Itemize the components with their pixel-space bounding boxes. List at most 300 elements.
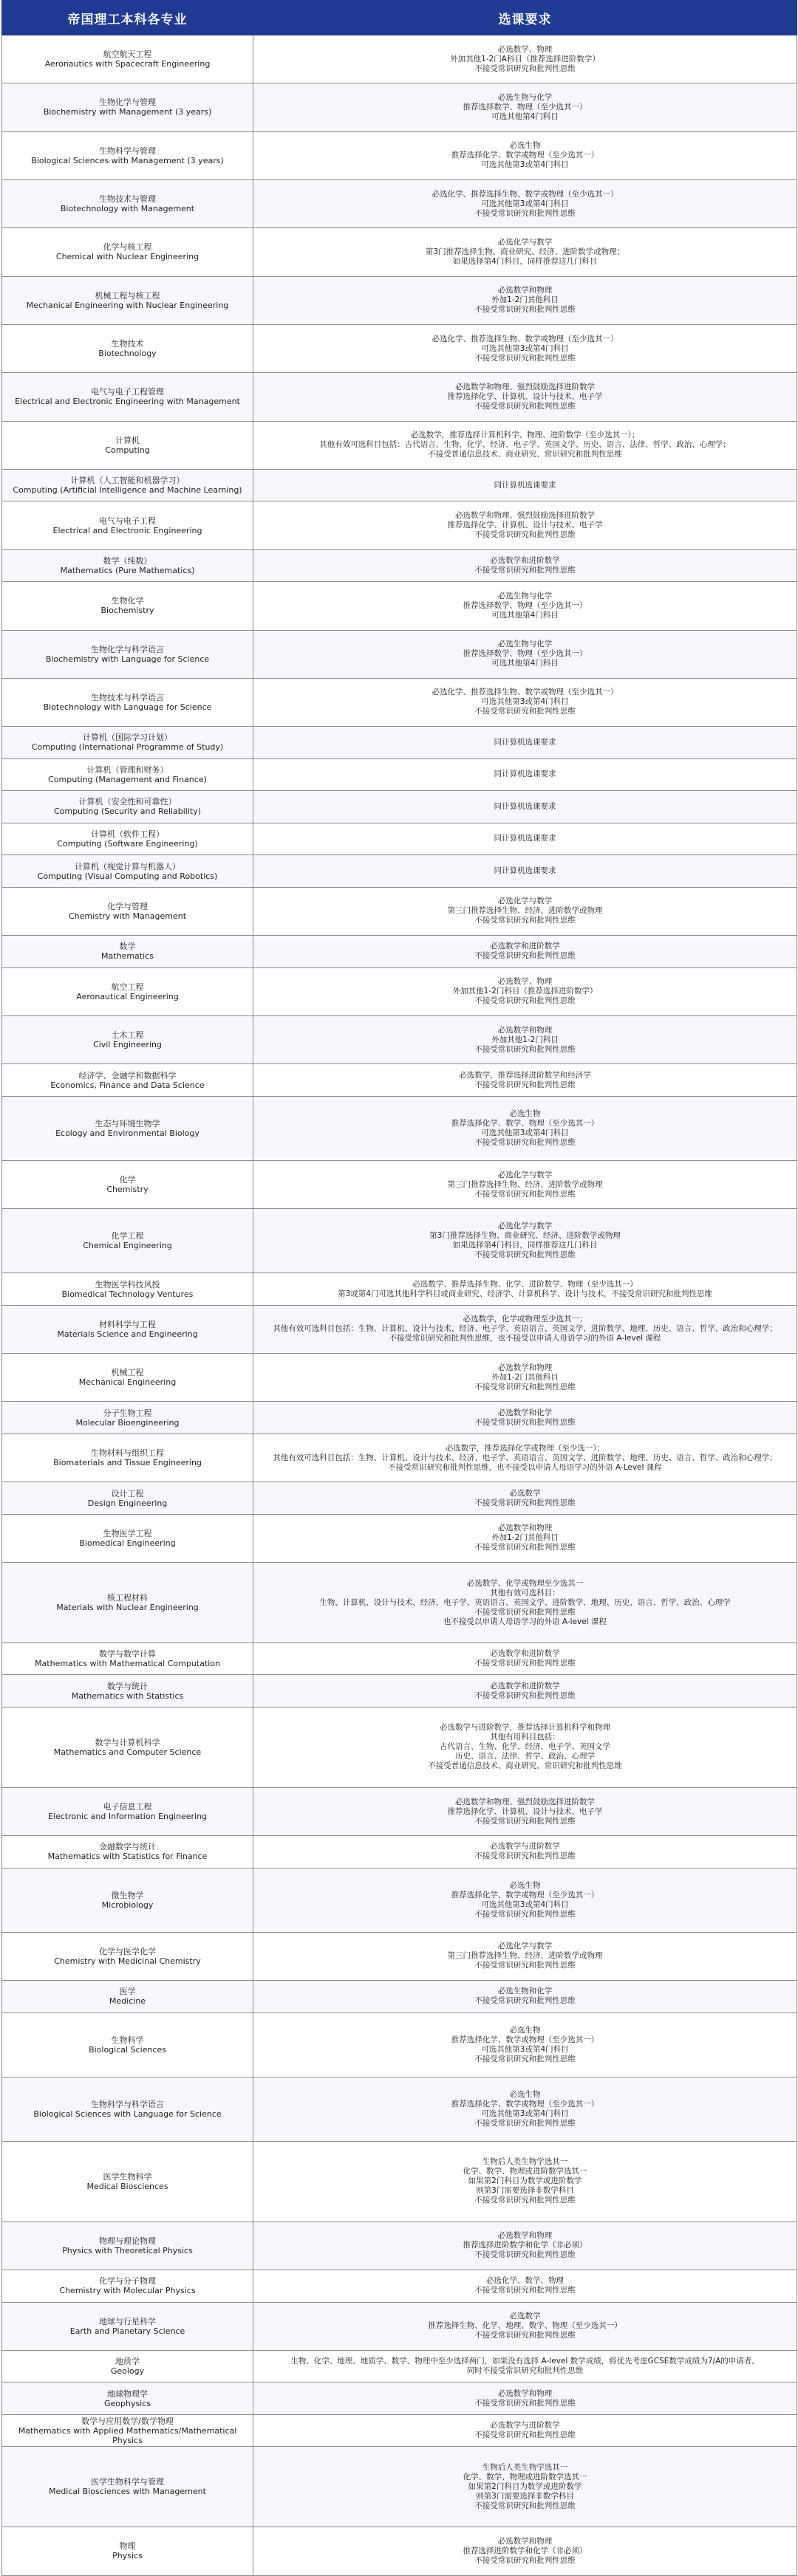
requirement-line: 必选数学和物理、强烈鼓励选择进阶数学 xyxy=(455,382,595,391)
requirement-line: 不接受普通信息技术、商业研究、常识研究和批判性思维 xyxy=(428,450,622,459)
requirement-line: 必选生物 xyxy=(509,2089,541,2099)
table-row xyxy=(2,1482,797,1515)
requirement-line: 不接受常识研究和批判性思维 xyxy=(474,1961,576,1970)
major-name-cn: 分子生物工程 xyxy=(103,1408,152,1418)
requirement-line: 必选生物 xyxy=(509,1109,541,1118)
major-cell xyxy=(2,1981,253,2013)
major-name-cn: 地质学 xyxy=(115,2357,140,2367)
requirement-line: 必选数学与进阶数学，推荐选择计算机科学和物理 xyxy=(440,1723,610,1733)
major-cell xyxy=(2,1064,253,1097)
requirement-cell xyxy=(253,276,797,324)
major-cell xyxy=(2,1787,253,1835)
requirement-line: 不接受常识研究和批判性思维 xyxy=(474,2196,576,2205)
major-name-cn: 电气与电子工程管理 xyxy=(91,387,164,397)
table-body xyxy=(2,35,797,2576)
major-name-en: Mathematics (Pure Mathematics) xyxy=(60,565,195,575)
major-name-en: Chemistry xyxy=(106,1185,149,1195)
requirement-line: 则第3门需要选择非数学科目 xyxy=(476,2491,574,2501)
requirement-line: 不接受常识研究和批判性思维 xyxy=(474,2555,576,2565)
major-name-cn: 生物技术与科学语言 xyxy=(91,692,164,702)
requirement-line: 必选生物和化学 xyxy=(497,1987,553,1996)
header-requirements: 选课要求 xyxy=(253,1,797,35)
requirement-line: 推荐选择进阶数学和化学（非必须） xyxy=(463,2241,587,2250)
requirement-line: 不接受常识研究和批判性思维 xyxy=(474,353,576,363)
major-cell xyxy=(2,1273,253,1306)
major-name-cn: 地球物理学 xyxy=(107,2388,148,2399)
header-row xyxy=(2,1,797,35)
table-row xyxy=(2,1981,797,2013)
requirement-line: 必选数学，推荐选择进阶数学和经济学 xyxy=(459,1070,591,1080)
requirement-line: 必选化学、推荐选择生物、数学或物理（至少选其一） xyxy=(432,688,618,697)
major-name-cn: 数学 xyxy=(119,942,136,952)
major-name-en: Earth and Planetary Science xyxy=(69,2326,185,2336)
major-name-cn: 电子信息工程 xyxy=(103,1802,152,1812)
major-name-en: Biological Sciences xyxy=(89,2044,166,2055)
major-name-en: Biotechnology xyxy=(98,349,157,359)
major-name-cn: 核工程材料 xyxy=(107,1593,148,1603)
major-cell xyxy=(2,83,253,131)
requirement-line: 同计算机选课要求 xyxy=(494,801,556,811)
major-cell xyxy=(2,2447,253,2527)
requirement-cell xyxy=(253,2383,797,2415)
table-row xyxy=(2,501,797,549)
requirement-line: 同计算机选课要求 xyxy=(494,770,556,779)
requirement-cell xyxy=(253,35,797,83)
requirement-line: 不接受常识研究和批判性思维 xyxy=(474,1137,576,1147)
major-name-en: Medical Biosciences xyxy=(86,2181,168,2191)
requirement-cell xyxy=(253,758,797,791)
major-name-en: Computing (Visual Computing and Robotics) xyxy=(37,871,218,881)
major-cell xyxy=(2,727,253,759)
requirement-line: 必选数学和物理 xyxy=(497,2388,553,2398)
table-row xyxy=(2,2527,797,2575)
requirement-line: 推荐选择化学、数学或物理（至少选其一） xyxy=(451,151,599,160)
requirement-line: 推荐选择化学、计算机、设计与技术、电子学 xyxy=(447,521,603,530)
major-cell xyxy=(2,131,253,179)
table-row xyxy=(2,2302,797,2350)
major-name-cn: 计算机（人工智能和机器学习） xyxy=(70,476,185,486)
requirement-line: 第3门推荐选择生物、商业研究、经济、进阶数学或物理； xyxy=(425,247,625,256)
requirement-line: 必选生物与化学 xyxy=(497,640,553,649)
major-name-cn: 化学与核工程 xyxy=(103,242,152,253)
requirement-cell xyxy=(253,1836,797,1868)
table-row xyxy=(2,1563,797,1643)
requirement-line: 外加1-2门其他科目 xyxy=(491,1372,559,1382)
requirement-line: 必选数学和物理 xyxy=(497,1363,553,1372)
requirement-line: 古代语言、生物、化学、经济、电子学、英国文学 xyxy=(440,1742,610,1752)
requirement-line: 推荐选择化学、计算机、设计与技术、电子学 xyxy=(447,391,603,401)
requirement-line: 其他有效可选科目包括：生物、计算机、设计与技术、经济、电子学、英语语言、英国文学、进阶数学、地理、历史、语言、哲学、政治和心理学； xyxy=(273,1453,777,1462)
requirement-line: 不接受常识研究和批判性思维 xyxy=(474,1607,576,1617)
major-name-en: Computing xyxy=(105,445,150,455)
major-name-en: Biological Sciences with Management (3 years) xyxy=(31,155,224,165)
table-row xyxy=(2,2222,797,2270)
table-row xyxy=(2,823,797,855)
requirement-line: 必选数学和化学 xyxy=(497,1408,553,1417)
requirement-cell xyxy=(253,83,797,131)
requirement-line: 可选其他第3或第4门科目 xyxy=(481,160,569,170)
requirement-line: 必选化学与数学 xyxy=(497,1222,553,1231)
major-cell xyxy=(2,2012,253,2077)
table-row xyxy=(2,131,797,179)
requirement-line: 必选化学、推荐选择生物、数学或物理（至少选其一） xyxy=(432,334,618,343)
requirement-cell xyxy=(253,2527,797,2575)
table-row xyxy=(2,2077,797,2141)
major-cell xyxy=(2,228,253,276)
major-cell xyxy=(2,1675,253,1707)
major-name-cn: 化学与医学化学 xyxy=(99,1946,156,1956)
major-cell xyxy=(2,967,253,1015)
requirement-line: 同时不接受常识研究和批判性思维 xyxy=(466,2366,584,2376)
major-name-en: Molecular Bioengineering xyxy=(75,1417,180,1428)
requirement-line: 必选生物与化学 xyxy=(497,591,553,600)
major-name-en: Civil Engineering xyxy=(93,1040,162,1050)
table-row xyxy=(2,1932,797,1980)
major-name-en: Mathematics with Statistics for Finance xyxy=(47,1852,208,1862)
requirement-line: 可选其他第3或第4门科目 xyxy=(481,343,569,353)
requirement-line: 必选数学和物理 xyxy=(497,1524,553,1533)
requirement-line: 不接受常识研究和批判性思维 xyxy=(474,1250,576,1260)
requirement-cell xyxy=(253,1932,797,1980)
major-cell xyxy=(2,2350,253,2383)
major-name-cn: 生物技术与管理 xyxy=(99,194,156,205)
major-name-cn: 生物医学工程 xyxy=(103,1528,152,1538)
requirement-line: 可选其他第3或第4门科目 xyxy=(481,199,569,208)
requirement-line: 必选数学、物理 xyxy=(497,44,553,54)
major-name-cn: 计算机（管理和财务） xyxy=(86,764,168,775)
requirement-line: 生物、计算机、设计与技术、经济、电子学、英语语言、英国文学、进阶数学、地理、历史、语言、哲学、政治、心理学 xyxy=(319,1597,731,1607)
table-row xyxy=(2,967,797,1015)
major-name-cn: 机械工程与核工程 xyxy=(95,290,160,301)
requirement-line: 如果选择第4门科目，同样推荐这几门科目 xyxy=(452,256,598,266)
major-cell xyxy=(2,936,253,968)
major-cell xyxy=(2,823,253,855)
major-name-en: Biochemistry with Management (3 years) xyxy=(43,107,212,117)
requirement-cell xyxy=(253,469,797,501)
table-row xyxy=(2,1160,797,1208)
requirement-line: 必选数学和物理 xyxy=(497,2231,553,2241)
requirement-cell xyxy=(253,1563,797,1643)
major-cell xyxy=(2,2222,253,2270)
requirement-cell xyxy=(253,2447,797,2527)
requirement-line: 同计算机选课要求 xyxy=(494,866,556,876)
requirement-line: 可选其他第4门科目 xyxy=(491,659,559,668)
requirement-line: 推荐选择化学、数学或物理（至少选其一） xyxy=(451,1890,599,1900)
requirement-line: 第三门推荐选择生物、经济、进阶数学或物理 xyxy=(447,906,603,916)
table-row xyxy=(2,324,797,372)
major-name-cn: 计算机（安全性和可靠性） xyxy=(78,797,177,807)
major-name-cn: 生物医学科技风投 xyxy=(95,1279,160,1289)
major-cell xyxy=(2,1482,253,1515)
table-row xyxy=(2,421,797,469)
major-cell xyxy=(2,2270,253,2302)
requirement-line: 不接受常识研究和批判性思维 xyxy=(474,305,576,315)
requirement-line: 可选其他第3或第4门科目 xyxy=(481,2109,569,2118)
requirement-line: 必选数学与进阶数学 xyxy=(490,2421,560,2431)
major-name-cn: 经济学、金融学和数据科学 xyxy=(78,1070,177,1080)
requirement-line: 第3门推荐选择生物、商业研究、经济、进阶数学或物理 xyxy=(429,1231,621,1241)
requirement-line: 其他有效可选科目包括：古代语言、生物、化学、经济、电子学、英国文学、历史、语言、法律、哲学、政治、心理学； xyxy=(319,440,731,450)
major-name-cn: 生物科学 xyxy=(111,2035,144,2045)
requirement-line: 不接受常识研究和批判性思维，也不接受以申请人母语学习的外语 A-Level 课程 xyxy=(388,1462,662,1472)
table-row xyxy=(2,2350,797,2383)
requirement-line: 不接受常识研究和批判性思维 xyxy=(474,1996,576,2006)
table-row xyxy=(2,228,797,276)
major-cell xyxy=(2,1707,253,1788)
requirement-line: 必选数学和物理 xyxy=(497,1025,553,1035)
requirement-line: 必选数学和物理、强烈鼓励选择进阶数学 xyxy=(455,511,595,520)
major-cell xyxy=(2,421,253,469)
requirement-cell xyxy=(253,887,797,935)
major-name-cn: 生物科学与科学语言 xyxy=(91,2099,164,2109)
major-name-en: Chemical with Nuclear Engineering xyxy=(55,252,200,262)
table-row xyxy=(2,83,797,131)
major-name-cn: 生物化学与科学语言 xyxy=(91,644,164,654)
major-cell xyxy=(2,1305,253,1353)
major-cell xyxy=(2,758,253,791)
table-row xyxy=(2,276,797,324)
requirement-cell xyxy=(253,421,797,469)
major-name-en: Medicine xyxy=(109,1996,146,2007)
major-name-en: Biochemistry xyxy=(100,606,154,616)
requirement-line: 必选数学 xyxy=(509,1488,541,1498)
requirement-line: 不接受常识研究和批判性思维 xyxy=(474,1189,576,1199)
requirement-cell xyxy=(253,2414,797,2447)
requirement-cell xyxy=(253,324,797,372)
major-name-en: Biological Sciences with Language for Science xyxy=(33,2109,222,2119)
requirement-line: 必选生物 xyxy=(509,1880,541,1890)
requirement-line: 必选数学与进阶数学 xyxy=(490,1842,560,1852)
requirement-line: 同计算机选课要求 xyxy=(494,834,556,843)
requirement-line: 不接受常识研究和批判性思维 xyxy=(474,565,576,575)
table-row xyxy=(2,678,797,726)
requirement-line: 不接受常识研究和批判性思维 xyxy=(474,1044,576,1054)
requirement-line: 必选数学、物理 xyxy=(497,977,553,987)
major-name-cn: 航空航天工程 xyxy=(103,49,152,60)
major-cell xyxy=(2,1160,253,1208)
major-cell xyxy=(2,35,253,83)
requirement-line: 必选数学和进阶数学 xyxy=(490,942,560,951)
major-name-cn: 计算机（软件工程） xyxy=(91,829,164,839)
requirement-cell xyxy=(253,1675,797,1707)
requirement-line: 不接受常识研究和批判性思维 xyxy=(474,2398,576,2408)
requirement-line: 生物后人类生物学选其一 xyxy=(482,2462,568,2472)
requirement-cell xyxy=(253,2141,797,2222)
requirement-line: 推荐选择数学、物理（至少选其一） xyxy=(463,600,587,610)
requirement-line: 可选其他第4门科目 xyxy=(491,112,559,121)
requirement-line: 不接受常识研究和批判性思维 xyxy=(474,2331,576,2340)
major-cell xyxy=(2,1015,253,1063)
requirement-line: 可选其他第3或第4门科目 xyxy=(481,697,569,707)
requirement-line: 同计算机选课要求 xyxy=(494,737,556,747)
table-row xyxy=(2,630,797,678)
major-name-en: Medical Biosciences with Management xyxy=(49,2487,206,2497)
major-name-en: Aeronautics with Spacecraft Engineering xyxy=(44,59,211,69)
table-row xyxy=(2,1354,797,1402)
major-name-en: Electrical and Electronic Engineering xyxy=(52,525,202,535)
requirement-line: 不接受常识研究和批判性思维 xyxy=(474,1417,576,1427)
requirement-cell xyxy=(253,2222,797,2270)
requirement-line: 不接受常识研究和批判性思维 xyxy=(474,1659,576,1668)
major-name-cn: 地球与行星科学 xyxy=(99,2316,156,2326)
requirement-line: 推荐选择化学、数学或物理（至少选其一） xyxy=(451,2035,599,2044)
major-name-cn: 计算机（国际学习计划） xyxy=(83,733,172,743)
major-cell xyxy=(2,1096,253,1160)
requirement-line: 必选化学与数学 xyxy=(497,1942,553,1951)
major-name-cn: 生态与环境生物学 xyxy=(95,1118,160,1128)
requirement-cell xyxy=(253,2077,797,2141)
requirement-line: 推荐选择化学、计算机、设计与技术、电子学 xyxy=(447,1806,603,1816)
major-cell xyxy=(2,2302,253,2350)
major-cell xyxy=(2,2077,253,2141)
major-cell xyxy=(2,2383,253,2415)
major-name-en: Materials Science and Engineering xyxy=(57,1329,198,1339)
major-name-cn: 化学工程 xyxy=(111,1231,144,1241)
requirement-line: 不接受常识研究和批判性思维 xyxy=(474,2501,576,2510)
major-name-cn: 医学生物科学与管理 xyxy=(91,2477,164,2487)
requirement-line: 必选数学、推荐选择生物、化学、进阶数学、物理（至少选其一） xyxy=(412,1279,638,1289)
table-row xyxy=(2,1642,797,1675)
table-row xyxy=(2,1868,797,1932)
table-header xyxy=(2,1,797,35)
requirement-line: 不接受常识研究和批判性思维 xyxy=(474,1080,576,1089)
requirement-cell xyxy=(253,1868,797,1932)
requirement-line: 如果第2门科目为数学或进阶数学 xyxy=(468,2481,582,2491)
requirement-line: 必选化学、数学、物理 xyxy=(486,2276,564,2286)
major-name-cn: 数学与数学计算 xyxy=(99,1649,156,1659)
requirement-cell xyxy=(253,228,797,276)
major-name-cn: 电气与电子工程 xyxy=(99,515,156,526)
major-name-cn: 物理 xyxy=(119,2541,136,2552)
major-name-en: Biomedical Engineering xyxy=(79,1538,176,1548)
requirement-line: 不接受普通信息技术、商业研究、常识研究和批判性思维 xyxy=(428,1761,622,1771)
major-name-cn: 化学 xyxy=(119,1175,136,1185)
major-cell xyxy=(2,678,253,726)
requirement-cell xyxy=(253,1642,797,1675)
requirement-cell xyxy=(253,967,797,1015)
requirement-line: 其他有效可选科目： xyxy=(490,1588,560,1597)
major-name-en: Chemistry with Management xyxy=(68,911,187,921)
requirement-line: 不接受常识研究和批判性思维 xyxy=(474,707,576,716)
major-cell xyxy=(2,1836,253,1868)
requirement-line: 不接受常识研究和批判性思维 xyxy=(474,2431,576,2440)
table-row xyxy=(2,2141,797,2222)
requirement-line: 外加1-2门其他科目 xyxy=(491,295,559,305)
requirement-line: 必选数学和物理 xyxy=(497,2536,553,2546)
table-row xyxy=(2,1675,797,1707)
requirement-cell xyxy=(253,1209,797,1273)
table-row xyxy=(2,1836,797,1868)
major-name-cn: 数学与应用数学/数学物理 xyxy=(81,2416,174,2426)
requirement-line: 推荐选择生物、化学、地理、数学、物理（至少选其一） xyxy=(428,2321,622,2331)
requirement-cell xyxy=(253,1433,797,1481)
requirement-cell xyxy=(253,855,797,888)
requirement-line: 历史、语言、法律、哲学、政治、心理学 xyxy=(455,1752,595,1761)
requirement-line: 推荐选择化学、数学、物理（至少选其一） xyxy=(451,1118,599,1128)
requirement-line: 必选数学，推荐选择化学或物理（至少选一）； xyxy=(445,1443,605,1453)
major-name-cn: 机械工程 xyxy=(111,1368,144,1378)
requirement-line: 如果第2门科目为数学或进阶数学 xyxy=(468,2176,582,2186)
table-row xyxy=(2,727,797,759)
major-name-en: Microbiology xyxy=(101,1900,154,1910)
major-cell xyxy=(2,501,253,549)
requirement-line: 第三门推荐选择生物、经济、进阶数学或物理 xyxy=(447,1951,603,1961)
requirement-line: 可选其他第3或第4门科目 xyxy=(481,1900,569,1909)
table-row xyxy=(2,469,797,501)
requirement-line: 如果选择第4门科目，同样推荐这几门科目 xyxy=(452,1241,598,1250)
major-cell xyxy=(2,791,253,823)
table-row xyxy=(2,1015,797,1063)
major-cell xyxy=(2,2414,253,2447)
requirement-line: 推荐选择数学、物理（至少选其一） xyxy=(463,649,587,659)
table-row xyxy=(2,2270,797,2302)
requirement-line: 外加其他1-2门A科目（推荐选择进阶数学） xyxy=(450,54,600,64)
requirement-line: 必选化学、推荐选择生物、数学或物理（至少选其一） xyxy=(432,189,618,199)
requirement-line: 必选化学与数学 xyxy=(497,1170,553,1179)
requirement-cell xyxy=(253,1707,797,1788)
major-name-cn: 航空工程 xyxy=(111,982,144,992)
major-cell xyxy=(2,549,253,582)
requirement-line: 必选化学与数学 xyxy=(497,897,553,906)
requirement-line: 必选化学与数学 xyxy=(497,237,553,247)
table-row xyxy=(2,758,797,791)
table-row xyxy=(2,1433,797,1481)
requirement-line: 必选数学和物理 xyxy=(497,286,553,295)
major-cell xyxy=(2,1402,253,1434)
requirement-line: 不接受常识研究和批判性思维 xyxy=(474,530,576,539)
requirement-line: 不接受常识研究和批判性思维 xyxy=(474,401,576,411)
major-name-en: Mathematics with Applied Mathematics/Mathematical Physics xyxy=(18,2425,237,2445)
requirement-line: 可选其他第3或第4门科目 xyxy=(481,2044,569,2054)
requirement-cell xyxy=(253,727,797,759)
table-row xyxy=(2,2012,797,2077)
requirement-line: 必选生物 xyxy=(509,141,541,151)
major-name-cn: 医学生物科学 xyxy=(103,2171,152,2182)
requirement-cell xyxy=(253,2350,797,2383)
major-name-cn: 生物化学与管理 xyxy=(99,97,156,108)
table-row xyxy=(2,2414,797,2447)
requirement-cell xyxy=(253,1096,797,1160)
table-row xyxy=(2,1402,797,1434)
requirement-line: 不接受常识研究和批判性思维 xyxy=(474,2118,576,2128)
major-cell xyxy=(2,630,253,678)
table-row xyxy=(2,2447,797,2527)
major-name-en: Economics, Finance and Data Science xyxy=(50,1080,205,1090)
requirement-line: 不接受常识研究和批判性思维 xyxy=(474,951,576,961)
requirement-cell xyxy=(253,2012,797,2077)
major-name-en: Ecology and Environmental Biology xyxy=(55,1128,200,1138)
major-name-en: Biomedical Technology Ventures xyxy=(61,1289,194,1299)
major-name-en: Materials with Nuclear Engineering xyxy=(56,1603,199,1613)
table-row xyxy=(2,35,797,83)
major-name-cn: 数学（纯数） xyxy=(103,555,152,566)
requirement-line: 必选数学和进阶数学 xyxy=(490,1681,560,1690)
requirement-cell xyxy=(253,1514,797,1562)
requirement-line: 化学、数学、物理或进阶数学选其一 xyxy=(463,2167,587,2176)
major-name-en: Mathematics with Statistics xyxy=(71,1690,184,1701)
major-name-en: Electronic and Information Engineering xyxy=(47,1812,208,1822)
major-name-cn: 计算机 xyxy=(115,435,140,445)
requirement-line: 必选数学和物理、强烈鼓励选择进阶数学 xyxy=(455,1797,595,1806)
requirement-cell xyxy=(253,1015,797,1063)
major-cell xyxy=(2,469,253,501)
major-name-cn: 化学与分子物理 xyxy=(99,2276,156,2286)
major-name-en: Aeronautical Engineering xyxy=(76,991,179,1001)
table-row xyxy=(2,1707,797,1788)
requirement-line: 则第3门需要选择非数学科目 xyxy=(476,2186,574,2196)
requirement-line: 第3或第4门可选其他科学科目或商业研究、经济学、计算机科学、设计与技术，不接受常识研究和批判性思维 xyxy=(338,1289,712,1298)
requirement-cell xyxy=(253,678,797,726)
